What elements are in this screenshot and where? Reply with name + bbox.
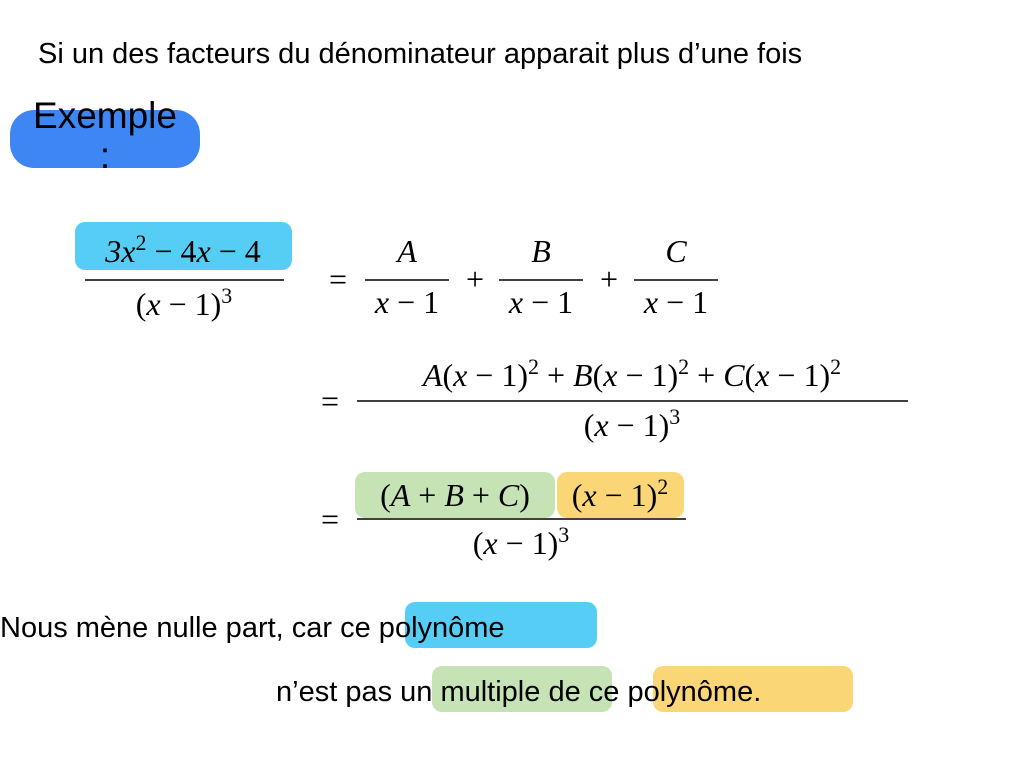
line3-denominator: $(x - 1)^3$ (472, 522, 570, 561)
line3-factor-sum: (A + B + C) (380, 477, 530, 513)
line2-numerator: $A(x - 1)^2 + B(x - 1)^2 + C(x - 1)^2$ (422, 354, 842, 393)
line3-factor-power: $(x - 1)^2$ (571, 474, 669, 513)
equals-3: = (320, 501, 340, 537)
conclusion-line1-highlight: ce polynôme (340, 612, 505, 644)
term-a-denominator: x − 1 (374, 284, 440, 320)
equals-2: = (320, 383, 340, 419)
conclusion-line-1 (0, 612, 505, 645)
conclusion-line2-middle: de (540, 676, 589, 708)
term-a-numerator: A (397, 233, 417, 269)
conclusion-line2-start: n’est pas (276, 676, 401, 708)
plus-1: + (465, 261, 485, 297)
conclusion-line1-text: Nous mène nulle part, car (0, 612, 341, 644)
equals-1: = (328, 261, 348, 297)
term-c-denominator: x − 1 (643, 284, 709, 320)
slide-title: Si un des facteurs du dénominateur apparait plus d’une fois (38, 38, 803, 70)
line2-denominator: $(x - 1)^3$ (583, 404, 681, 443)
conclusion-line-2 (276, 676, 761, 709)
term-b-denominator: x − 1 (508, 284, 574, 320)
example-label: Exemple : (33, 95, 177, 176)
lhs-numerator: $3x^2 - 4x - 4$ (105, 230, 261, 269)
term-c-numerator: C (665, 233, 687, 269)
lhs-denominator: $(x - 1)^3$ (135, 283, 233, 322)
conclusion-line2-highlight-1: un multiple (400, 676, 541, 708)
term-b-numerator: B (531, 233, 551, 269)
conclusion-line2-end: . (753, 676, 762, 708)
conclusion-line2-highlight-2: ce polynôme (588, 676, 754, 708)
plus-2: + (599, 261, 619, 297)
